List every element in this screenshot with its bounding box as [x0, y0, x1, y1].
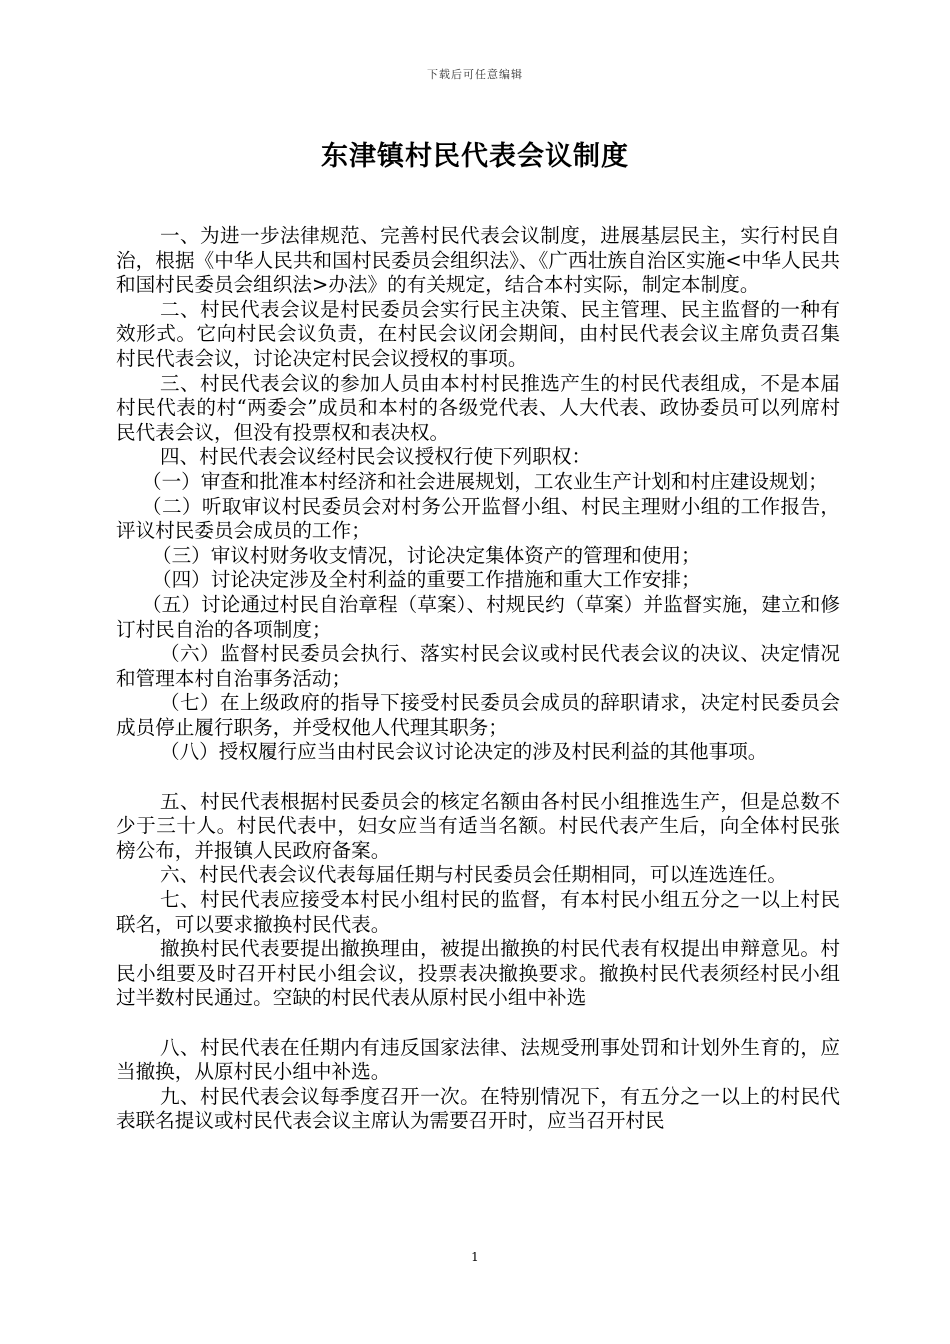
paragraph-9: 九、村民代表会议每季度召开一次。在特别情况下，有五分之一以上的村民代表联名提议或村民代表会议主席认为需要召开时，应当召开村民 [116, 1084, 840, 1133]
document-body [116, 224, 840, 1134]
list-item-5: （五）讨论通过村民自治章程（草案）、村规民约（草案）并监督实施，建立和修订村民自治的各项制度； [116, 592, 840, 641]
list-item-3: （三）审议村财务收支情况，讨论决定集体资产的管理和使用； [152, 543, 701, 567]
list-item-7: （七）在上级政府的指导下接受村民委员会成员的辞职请求，决定村民委员会成员停止履行职务，并受权他人代理其职务； [116, 691, 840, 739]
page-header: 下载后可任意编辑 [427, 68, 523, 81]
page-number: 1 [471, 1250, 479, 1264]
list-item-4: （四）讨论决定涉及全村利益的重要工作措施和重大工作安排； [152, 568, 701, 592]
paragraph-6: 六、村民代表会议代表每届任期与村民委员会任期相同，可以连选连任。 [160, 863, 787, 887]
paragraph-3: 三、村民代表会议的参加人员由本村村民推选产生的村民代表组成，不是本届村民代表的村“两委会”成员和本村的各级党代表、人大代表、政协委员可以列席村民代表会议，但没有投票权和表决权。 [116, 371, 840, 444]
document-title: 东津镇村民代表会议制度 [321, 141, 629, 172]
list-item-6: （六）监督村民委员会执行、落实村民会议或村民代表会议的决议、决定情况和管理本村自治事务活动； [116, 642, 840, 690]
paragraph-2: 二、村民代表会议是村民委员会实行民主决策、民主管理、民主监督的一种有效形式。它向村民会议负责，在村民会议闭会期间，由村民代表会议主席负责召集村民代表会议，讨论决定村民会议授权的事项。 [116, 297, 840, 370]
paragraph-7: 七、村民代表应接受本村民小组村民的监督，有本村民小组五分之一以上村民联名，可以要求撤换村民代表。 [116, 888, 840, 936]
list-item-1: （一）审查和批准本村经济和社会进展规划，工农业生产计划和村庄建设规划； [142, 469, 828, 493]
paragraph-4: 四、村民代表会议经村民会议授权行使下列职权： [160, 445, 592, 469]
paragraph-5: 五、村民代表根据村民委员会的核定名额由各村民小组推选生产，但是总数不少于三十人。村民代表中，妇女应当有适当名额。村民代表产生后，向全体村民张榜公布，并报镇人民政府备案。 [116, 789, 840, 862]
paragraph-8: 八、村民代表在任期内有违反国家法律、法规受刑事处罚和计划外生育的，应当撤换，从原村民小组中补选。 [116, 1035, 840, 1084]
blank-line [116, 765, 840, 790]
paragraph-1: 一、为进一步法律规范、完善村民代表会议制度，进展基层民主，实行村民自治，根据《中华人民共和国村民委员会组织法》、《广西壮族自治区实施<中华人民共和国村民委员会组织法>办法》的有关规定，结合本村实际，制定本制度。 [116, 224, 840, 297]
blank-line [116, 1011, 840, 1036]
list-item-2: （二）听取审议村民委员会对村务公开监督小组、村民主理财小组的工作报告，评议村民委员会成员的工作； [116, 494, 840, 543]
paragraph-7b: 撤换村民代表要提出撤换理由，被提出撤换的村民代表有权提出申辩意见。村民小组要及时召开村民小组会议，投票表决撤换要求。撤换村民代表须经村民小组过半数村民通过。空缺的村民代表从原村民小组中补选 [116, 937, 840, 1010]
list-item-8: （八）授权履行应当由村民会议讨论决定的涉及村民利益的其他事项。 [160, 740, 768, 764]
